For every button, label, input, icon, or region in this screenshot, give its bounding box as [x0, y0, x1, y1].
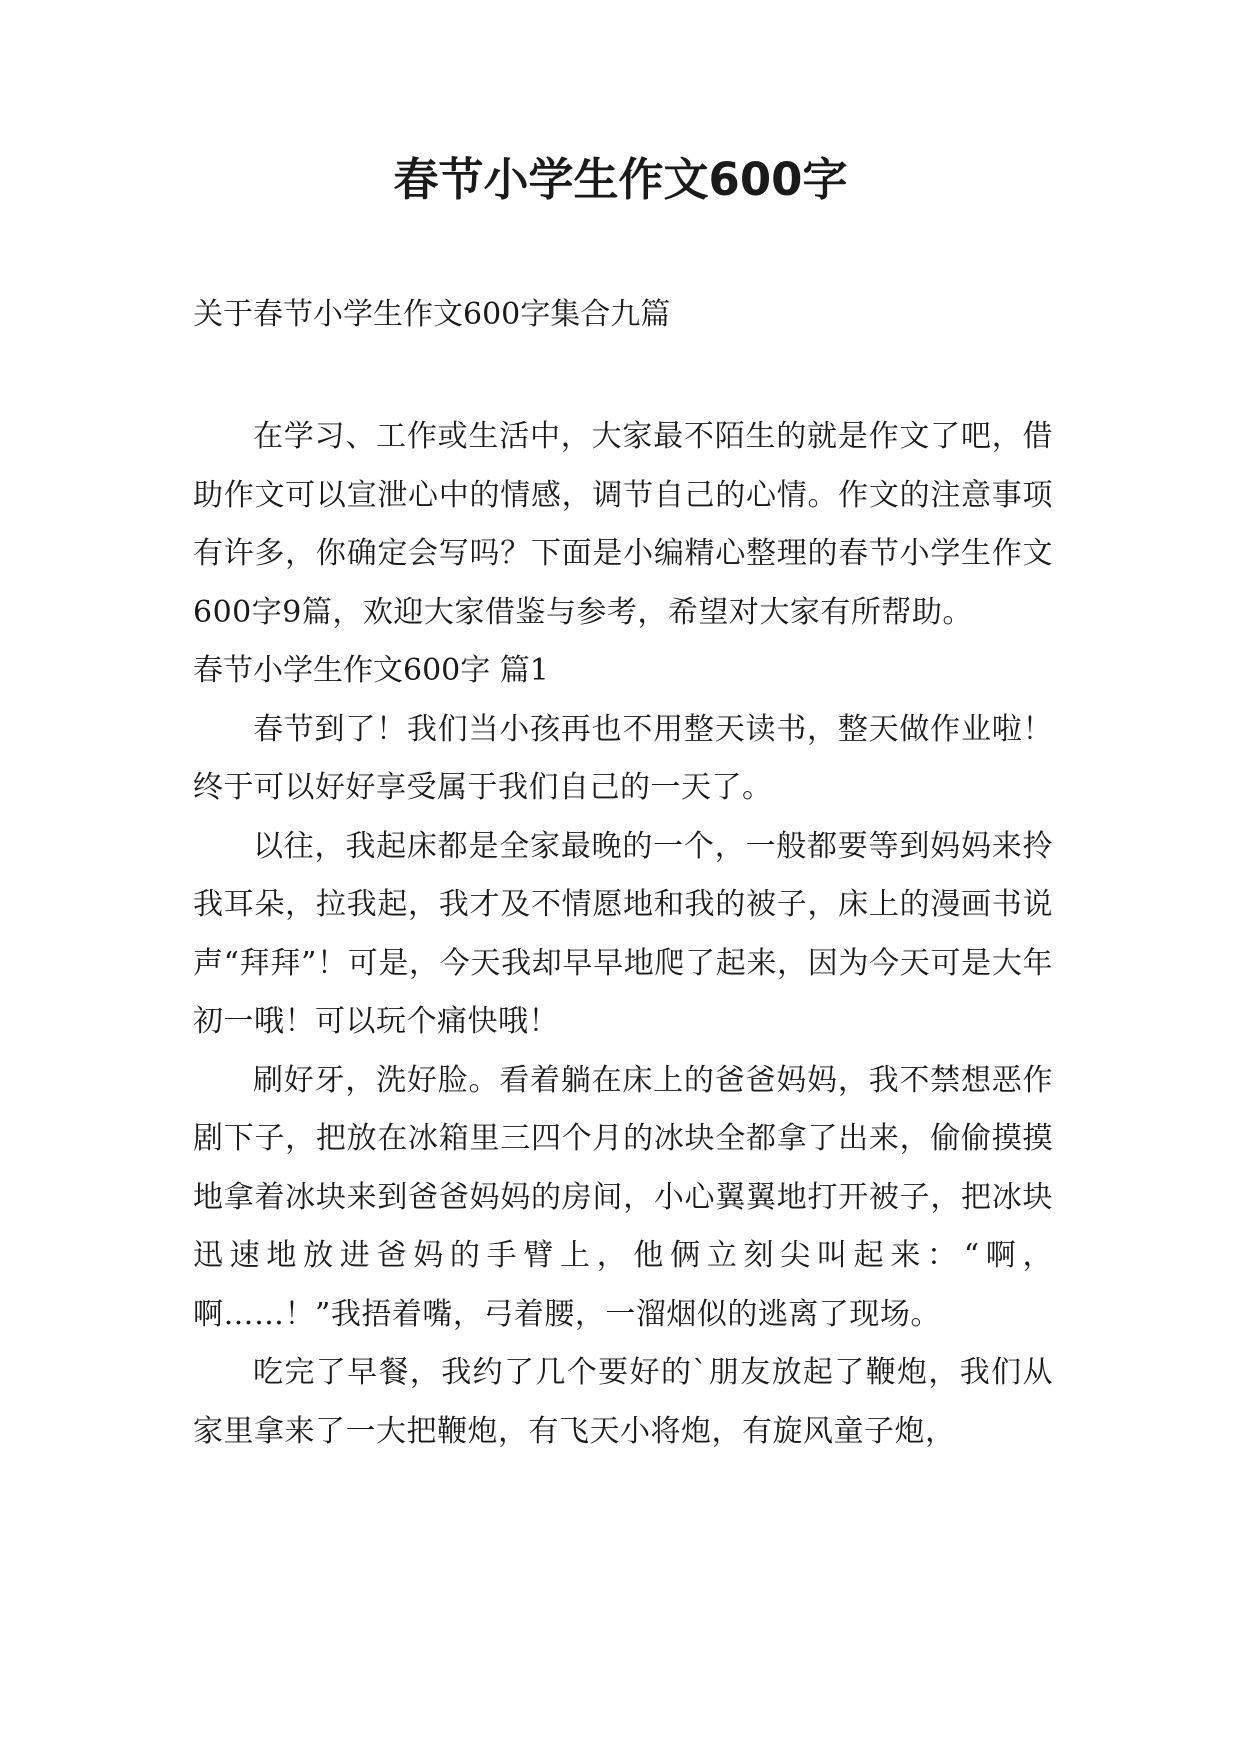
- body-paragraph: 吃完了早餐，我约了几个要好的`朋友放起了鞭炮，我们从家里拿来了一大把鞭炮，有飞天小将炮，有旋风童子炮，: [193, 1355, 1053, 1449]
- body-paragraph: 以往，我起床都是全家最晚的一个，一般都要等到妈妈来拎我耳朵，拉我起，我才及不情愿地和我的被子，床上的漫画书说声“拜拜”！可是，今天我却早早地爬了起来，因为今天可是大年初一哦！可以玩个痛快哦！: [193, 828, 1053, 1039]
- body-paragraph: 刷好牙，洗好脸。看着躺在床上的爸爸妈妈，我不禁想恶作剧下子，把放在冰箱里三四个月的冰块全都拿了出来，偷偷摸摸地拿着冰块来到爸爸妈妈的房间，小心翼翼地打开被子，把冰块迅速地放进爸妈的手臂上，他俩立刻尖叫起来：“啊，啊……！”我捂着嘴，弓着腰，一溜烟似的逃离了现场。: [193, 1062, 1053, 1332]
- document-body: [193, 408, 1053, 1461]
- intro-paragraph: 在学习、工作或生活中，大家最不陌生的就是作文了吧，借助作文可以宣泄心中的情感，调节自己的心情。作文的注意事项有许多，你确定会写吗？下面是小编精心整理的春节小学生作文600字9篇，欢迎大家借鉴与参考，希望对大家有所帮助。: [193, 419, 1053, 630]
- document-subtitle: 关于春节小学生作文600字集合九篇: [193, 297, 671, 332]
- document-title: 春节小学生作文600字: [393, 153, 848, 206]
- section-heading: 春节小学生作文600字 篇1: [193, 653, 549, 688]
- body-paragraph: 春节到了！我们当小孩再也不用整天读书，整天做作业啦！终于可以好好享受属于我们自己的一天了。: [193, 711, 1053, 805]
